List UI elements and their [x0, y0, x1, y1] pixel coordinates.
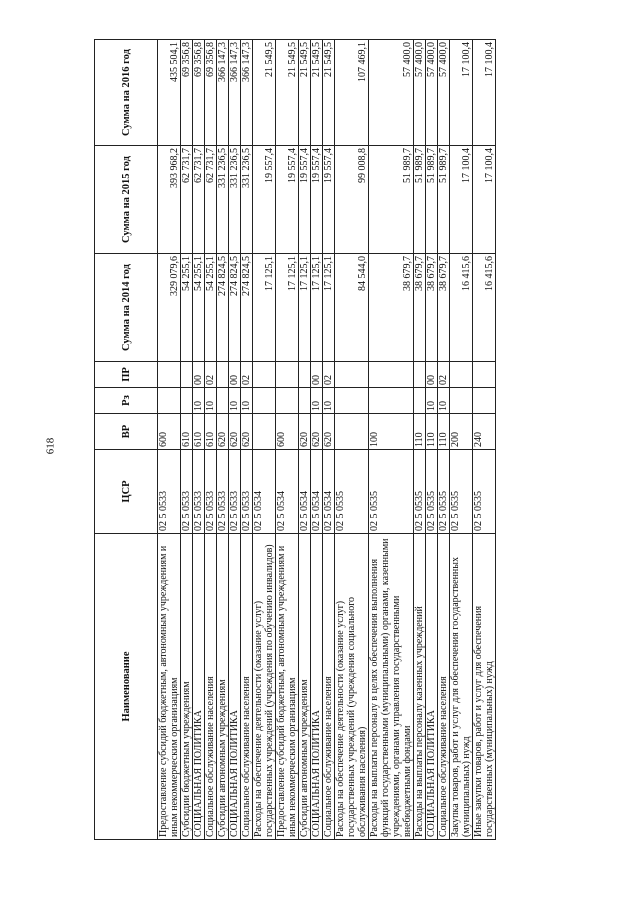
cell-2015: 51 989,7	[369, 146, 414, 254]
cell-2016: 57 400,0	[414, 40, 426, 146]
cell-vr: 110	[438, 414, 450, 450]
cell-csr: 02 5 0535	[450, 450, 473, 534]
cell-2016: 21 549,5	[253, 40, 276, 146]
cell-2014: 329 079,6	[158, 254, 181, 362]
cell-csr: 02 5 0535	[473, 450, 496, 534]
cell-name: Расходы на обеспечение деятельности (оказание услуг) государственных учреждений (учреждения социального обслуживания населения)	[335, 534, 369, 840]
cell-pr	[450, 362, 473, 388]
cell-pr	[369, 362, 414, 388]
table-row	[276, 40, 299, 840]
table-row	[369, 40, 414, 840]
cell-2015: 331 236,5	[229, 146, 241, 254]
header-2016: Сумма на 2016 год	[95, 40, 158, 146]
cell-2015: 19 557,4	[253, 146, 276, 254]
cell-2014: 16 415,6	[473, 254, 496, 362]
cell-rz: 10	[241, 388, 253, 414]
cell-rz	[253, 388, 276, 414]
cell-rz	[276, 388, 299, 414]
cell-vr: 600	[158, 414, 181, 450]
cell-pr: 02	[241, 362, 253, 388]
cell-vr: 200	[450, 414, 473, 450]
cell-name: Субсидии бюджетным учреждениям	[181, 534, 193, 840]
page-number: 618	[44, 437, 57, 455]
cell-vr: 110	[414, 414, 426, 450]
cell-name: Социальное обслуживание населения	[438, 534, 450, 840]
header-row	[95, 40, 158, 840]
cell-name: Предоставление субсидий бюджетным, автономным учреждениям и иным некоммерческим организациям	[276, 534, 299, 840]
table-row	[205, 40, 217, 840]
header-csr: ЦСР	[95, 450, 158, 534]
cell-csr: 02 5 0534	[299, 450, 311, 534]
cell-2015: 62 731,7	[205, 146, 217, 254]
cell-2014: 17 125,1	[323, 254, 335, 362]
cell-pr	[181, 362, 193, 388]
header-rz: Рз	[95, 388, 158, 414]
header-vr: ВР	[95, 414, 158, 450]
cell-rz	[414, 388, 426, 414]
table-body	[158, 40, 496, 840]
cell-2015: 62 731,7	[181, 146, 193, 254]
table-row	[158, 40, 181, 840]
cell-2014: 54 255,1	[181, 254, 193, 362]
cell-vr	[335, 414, 369, 450]
cell-pr: 00	[426, 362, 438, 388]
cell-rz: 10	[205, 388, 217, 414]
header-2014: Сумма на 2014 год	[95, 254, 158, 362]
cell-pr: 00	[229, 362, 241, 388]
cell-csr: 02 5 0535	[335, 450, 369, 534]
cell-2014: 17 125,1	[253, 254, 276, 362]
cell-2015: 19 557,4	[311, 146, 323, 254]
cell-2014: 54 255,1	[205, 254, 217, 362]
cell-rz	[181, 388, 193, 414]
table-row	[426, 40, 438, 840]
cell-csr: 02 5 0535	[438, 450, 450, 534]
cell-name: Социальное обслуживание населения	[323, 534, 335, 840]
cell-name: СОЦИАЛЬНАЯ ПОЛИТИКА	[311, 534, 323, 840]
cell-2014: 17 125,1	[311, 254, 323, 362]
cell-pr: 00	[193, 362, 205, 388]
cell-2015: 331 236,5	[217, 146, 229, 254]
cell-vr: 620	[229, 414, 241, 450]
cell-name: СОЦИАЛЬНАЯ ПОЛИТИКА	[426, 534, 438, 840]
cell-2016: 69 356,8	[193, 40, 205, 146]
cell-csr: 02 5 0534	[323, 450, 335, 534]
cell-pr: 02	[323, 362, 335, 388]
cell-2014: 38 679,7	[369, 254, 414, 362]
cell-pr	[217, 362, 229, 388]
table-row	[229, 40, 241, 840]
cell-2016: 17 100,4	[450, 40, 473, 146]
table-row	[193, 40, 205, 840]
cell-rz	[158, 388, 181, 414]
cell-pr	[253, 362, 276, 388]
cell-name: Расходы на выплаты персоналу в целях обеспечения выполнения функций государственными (муниципальными) органами, казенными учреждениями, органами управления государственными внебюджетными фондами	[369, 534, 414, 840]
cell-2016: 69 356,8	[205, 40, 217, 146]
cell-2015: 19 557,4	[323, 146, 335, 254]
cell-2016: 366 147,3	[241, 40, 253, 146]
cell-2015: 331 236,5	[241, 146, 253, 254]
cell-2015: 51 989,7	[426, 146, 438, 254]
cell-2016: 366 147,3	[217, 40, 229, 146]
cell-2014: 17 125,1	[276, 254, 299, 362]
cell-rz: 10	[193, 388, 205, 414]
cell-pr: 00	[311, 362, 323, 388]
cell-2015: 51 989,7	[414, 146, 426, 254]
cell-vr: 610	[181, 414, 193, 450]
cell-2014: 274 824,5	[229, 254, 241, 362]
table-row	[414, 40, 426, 840]
cell-name: Закупка товаров, работ и услуг для обеспечения государственных (муниципальных) нужд	[450, 534, 473, 840]
cell-name: Расходы на обеспечение деятельности (оказание услуг) государственных учреждений (учреждения по обучению инвалидов)	[253, 534, 276, 840]
cell-2014: 16 415,6	[450, 254, 473, 362]
cell-2015: 51 989,7	[438, 146, 450, 254]
cell-rz: 10	[426, 388, 438, 414]
cell-csr: 02 5 0533	[158, 450, 181, 534]
cell-vr: 620	[299, 414, 311, 450]
cell-rz: 10	[229, 388, 241, 414]
cell-vr: 240	[473, 414, 496, 450]
cell-rz	[450, 388, 473, 414]
cell-rz: 10	[311, 388, 323, 414]
cell-2015: 99 008,8	[335, 146, 369, 254]
cell-2016: 57 400,0	[369, 40, 414, 146]
table-row	[335, 40, 369, 840]
cell-2016: 17 100,4	[473, 40, 496, 146]
budget-table	[94, 39, 496, 840]
cell-pr: 02	[438, 362, 450, 388]
cell-2016: 21 549,5	[323, 40, 335, 146]
cell-vr	[253, 414, 276, 450]
cell-csr: 02 5 0535	[426, 450, 438, 534]
cell-pr	[299, 362, 311, 388]
cell-2016: 69 356,8	[181, 40, 193, 146]
cell-vr: 620	[241, 414, 253, 450]
cell-name: Социальное обслуживание населения	[241, 534, 253, 840]
cell-2016: 21 549,5	[299, 40, 311, 146]
cell-pr: 02	[205, 362, 217, 388]
cell-name: СОЦИАЛЬНАЯ ПОЛИТИКА	[229, 534, 241, 840]
cell-2016: 57 400,0	[438, 40, 450, 146]
cell-2016: 435 504,1	[158, 40, 181, 146]
cell-pr	[414, 362, 426, 388]
cell-vr: 620	[311, 414, 323, 450]
cell-2016: 366 147,3	[229, 40, 241, 146]
cell-2014: 84 544,0	[335, 254, 369, 362]
cell-2014: 38 679,7	[414, 254, 426, 362]
cell-2015: 62 731,7	[193, 146, 205, 254]
cell-name: Иные закупки товаров, работ и услуг для обеспечения государственных (муниципальных) нужд	[473, 534, 496, 840]
cell-name: Субсидии автономным учреждениям	[217, 534, 229, 840]
table-row	[311, 40, 323, 840]
cell-csr: 02 5 0533	[205, 450, 217, 534]
cell-csr: 02 5 0534	[253, 450, 276, 534]
cell-name: СОЦИАЛЬНАЯ ПОЛИТИКА	[193, 534, 205, 840]
cell-csr: 02 5 0534	[276, 450, 299, 534]
table-row	[438, 40, 450, 840]
cell-2014: 38 679,7	[426, 254, 438, 362]
cell-2014: 17 125,1	[299, 254, 311, 362]
cell-2015: 17 100,4	[473, 146, 496, 254]
cell-2016: 21 549,5	[311, 40, 323, 146]
cell-rz	[369, 388, 414, 414]
cell-name: Социальное обслуживание населения	[205, 534, 217, 840]
cell-vr: 620	[323, 414, 335, 450]
cell-2016: 57 400,0	[426, 40, 438, 146]
cell-csr: 02 5 0533	[193, 450, 205, 534]
table-row	[299, 40, 311, 840]
cell-csr: 02 5 0533	[181, 450, 193, 534]
table-row	[473, 40, 496, 840]
header-pr: ПР	[95, 362, 158, 388]
table-row	[217, 40, 229, 840]
table-row	[241, 40, 253, 840]
cell-csr: 02 5 0535	[414, 450, 426, 534]
table-row	[450, 40, 473, 840]
header-2015: Сумма на 2015 год	[95, 146, 158, 254]
cell-2015: 17 100,4	[450, 146, 473, 254]
cell-rz	[217, 388, 229, 414]
cell-rz: 10	[438, 388, 450, 414]
rotated-page	[94, 40, 574, 840]
cell-vr: 600	[276, 414, 299, 450]
cell-rz	[299, 388, 311, 414]
cell-name: Расходы на выплаты персоналу казенных учреждений	[414, 534, 426, 840]
cell-vr: 610	[193, 414, 205, 450]
cell-2016: 21 549,5	[276, 40, 299, 146]
cell-name: Предоставление субсидий бюджетным, автономным учреждениям и иным некоммерческим организациям	[158, 534, 181, 840]
cell-2014: 274 824,5	[217, 254, 229, 362]
cell-pr	[335, 362, 369, 388]
cell-pr	[158, 362, 181, 388]
cell-rz	[335, 388, 369, 414]
cell-csr: 02 5 0533	[229, 450, 241, 534]
cell-pr	[473, 362, 496, 388]
cell-vr: 100	[369, 414, 414, 450]
cell-csr: 02 5 0533	[241, 450, 253, 534]
cell-2014: 38 679,7	[438, 254, 450, 362]
cell-rz	[473, 388, 496, 414]
cell-2015: 19 557,4	[299, 146, 311, 254]
cell-csr: 02 5 0533	[217, 450, 229, 534]
cell-csr: 02 5 0535	[369, 450, 414, 534]
cell-vr: 110	[426, 414, 438, 450]
table-row	[253, 40, 276, 840]
cell-2015: 393 968,2	[158, 146, 181, 254]
cell-2015: 19 557,4	[276, 146, 299, 254]
cell-vr: 620	[217, 414, 229, 450]
table-row	[181, 40, 193, 840]
cell-name: Субсидии автономным учреждениям	[299, 534, 311, 840]
table-row	[323, 40, 335, 840]
cell-pr	[276, 362, 299, 388]
cell-2014: 54 255,1	[193, 254, 205, 362]
cell-vr: 610	[205, 414, 217, 450]
cell-2016: 107 469,1	[335, 40, 369, 146]
cell-2014: 274 824,5	[241, 254, 253, 362]
header-name: Наименование	[95, 534, 158, 840]
cell-csr: 02 5 0534	[311, 450, 323, 534]
cell-rz: 10	[323, 388, 335, 414]
